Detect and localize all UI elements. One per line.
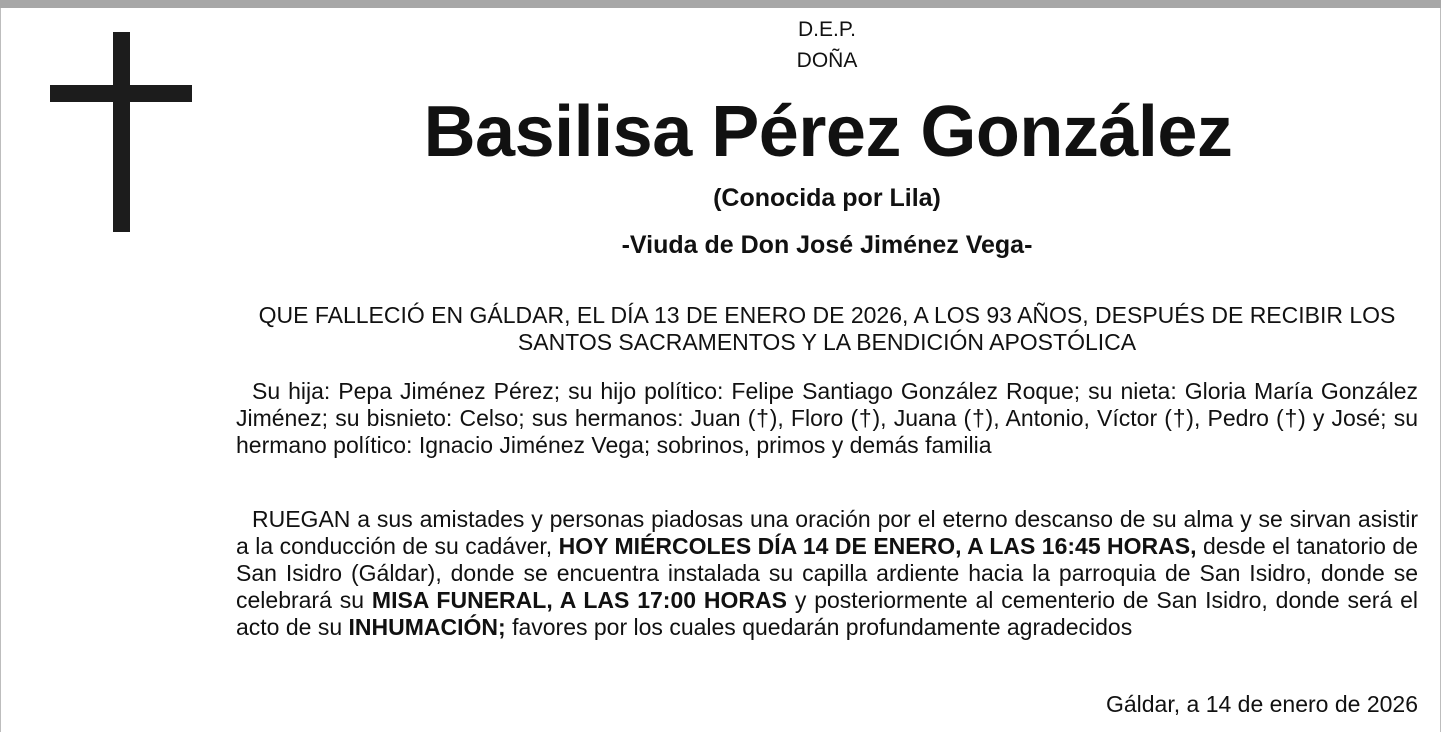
request-text-3: y posteriormente al cementerio de San Isidro, donde será el acto de su <box>236 587 1419 640</box>
cross-horizontal-bar <box>50 85 192 102</box>
request-text-1: RUEGAN a sus amistades y personas piadosas una oración por el eterno descanso de su alma y se sirvan asistir a la conducción de su cadáver, <box>236 506 1418 559</box>
funeral-mass-time: MISA FUNERAL, A LAS 17:00 HORAS <box>371 587 787 613</box>
request-text-4: favores por los cuales quedarán profundamente agradecidos <box>505 614 1133 640</box>
dep-label: D.E.P. <box>798 18 856 41</box>
place-date: Gáldar, a 14 de enero de 2026 <box>1105 691 1418 717</box>
nickname-line: (Conocida por Lila) <box>713 184 941 212</box>
widow-line: -Viuda de Don José Jiménez Vega- <box>621 231 1033 259</box>
death-announcement: QUE FALLECIÓ EN GÁLDAR, EL DÍA 13 DE ENERO DE 2026, A LOS 93 AÑOS, DESPUÉS DE RECIBIR LOS SANTOS SACRAMENTOS Y LA BENDICIÓN APOSTÓLICA <box>258 302 1396 355</box>
cross-icon <box>50 32 192 232</box>
burial-label: INHUMACIÓN; <box>348 614 506 640</box>
cross-vertical-bar <box>113 32 130 232</box>
request-text-2: desde el tanatorio de San Isidro (Gáldar), donde se encuentra instalada su capilla ardiente hacia la parroquia de San Isidro, donde se celebrará su <box>236 533 1418 613</box>
family-paragraph: Su hija: Pepa Jiménez Pérez; su hijo político: Felipe Santiago González Roque; su nieta: Gloria María González Jiménez; su bisnieto: Celso; sus hermanos: Juan (†), Floro (†), Juana (†), Antonio, Víctor (†), Pedro (†) y José; su hermano político: Ignacio Jiménez Vega; sobrinos, primos y demás familia <box>236 378 1418 458</box>
title-prefix: DOÑA <box>796 49 858 72</box>
deceased-name: Basilisa Pérez González <box>423 92 1233 172</box>
top-border-bar <box>0 0 1441 8</box>
conduction-time: HOY MIÉRCOLES DÍA 14 DE ENERO, A LAS 16:45 HORAS, <box>558 533 1197 559</box>
left-border-line <box>0 8 1 732</box>
request-paragraph <box>236 506 1418 641</box>
